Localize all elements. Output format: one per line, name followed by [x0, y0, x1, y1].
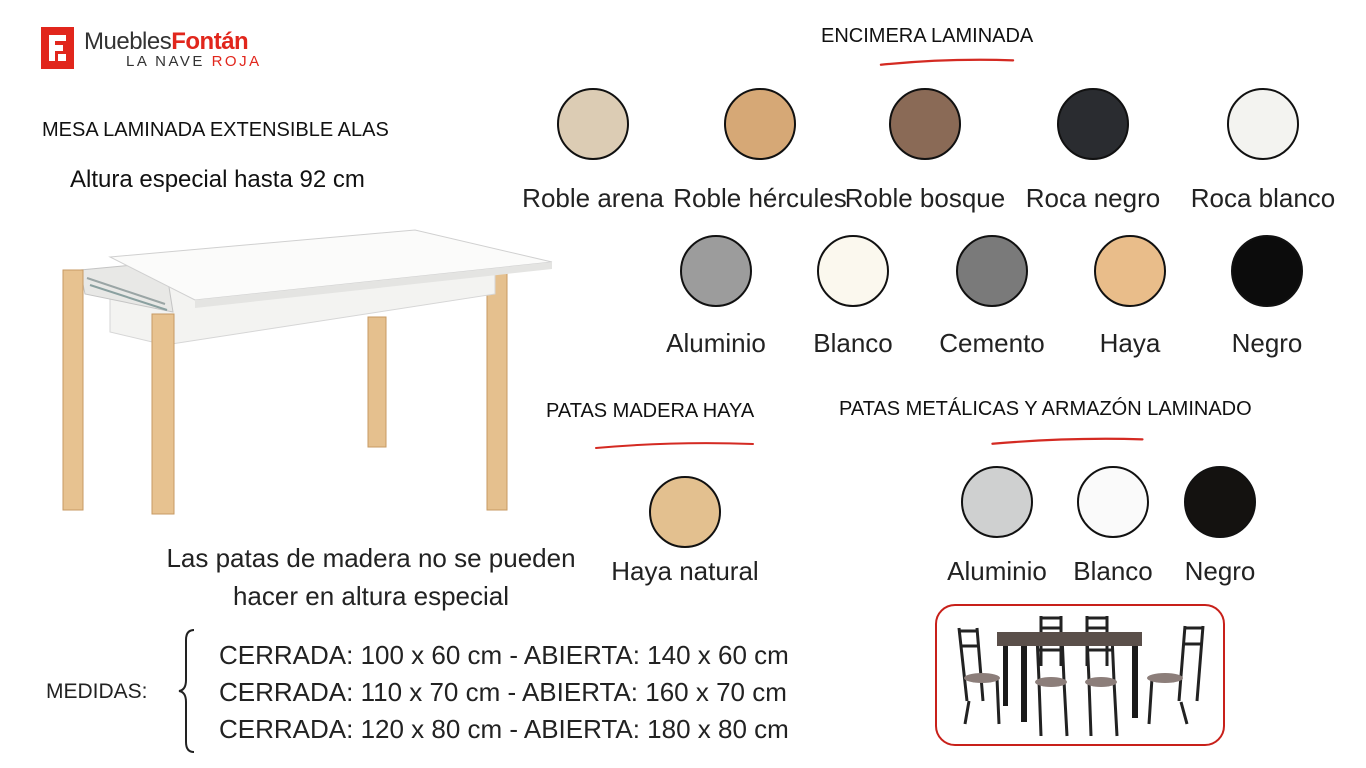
patas-madera-underline	[515, 440, 835, 450]
finish-label: Aluminio	[666, 328, 766, 358]
brand-name: MueblesFontán	[84, 28, 249, 55]
brand-logo-icon	[41, 27, 74, 69]
brand-tagline: LA NAVE ROJA	[126, 53, 262, 70]
finish-label: Blanco	[813, 328, 893, 358]
finish-label: Roca negro	[1025, 183, 1161, 213]
finish-label: Aluminio	[947, 556, 1047, 586]
patas-metalicas-heading: PATAS METÁLICAS Y ARMAZÓN LAMINADO	[839, 398, 1252, 420]
finish-swatch[interactable]	[889, 88, 961, 160]
medidas-label: MEDIDAS:	[46, 680, 148, 703]
product-title: MESA LAMINADA EXTENSIBLE ALAS	[42, 119, 389, 141]
finish-swatch[interactable]	[557, 88, 629, 160]
finish-label: Haya natural	[611, 556, 759, 586]
finish-swatch[interactable]	[1077, 466, 1149, 538]
product-subtitle: Altura especial hasta 92 cm	[70, 166, 365, 193]
medidas-brace	[176, 628, 198, 754]
finish-swatch[interactable]	[817, 235, 889, 307]
medida-row: CERRADA: 120 x 80 cm - ABIERTA: 180 x 80 cm	[219, 714, 789, 744]
dining-set-image	[937, 606, 1223, 744]
wood-legs-note: Las patas de madera no se pueden hacer en altura especial	[166, 543, 576, 611]
finish-swatch[interactable]	[961, 466, 1033, 538]
finish-label: Haya	[1099, 328, 1161, 358]
finish-swatch[interactable]	[1231, 235, 1303, 307]
dining-set-photo-frame	[935, 604, 1225, 746]
finish-swatch[interactable]	[724, 88, 796, 160]
finish-label: Negro	[1184, 556, 1256, 586]
extensible-table-image	[55, 222, 555, 522]
finish-label: Blanco	[1073, 556, 1153, 586]
finish-swatch[interactable]	[1094, 235, 1166, 307]
finish-label: Roca blanco	[1190, 183, 1336, 213]
finish-swatch[interactable]	[680, 235, 752, 307]
finish-label: Cemento	[939, 328, 1045, 358]
finish-label: Negro	[1231, 328, 1303, 358]
medida-row: CERRADA: 100 x 60 cm - ABIERTA: 140 x 60 cm	[219, 640, 789, 670]
encimera-underline	[826, 57, 1068, 67]
finish-swatch[interactable]	[1184, 466, 1256, 538]
finish-label: Roble hércules	[673, 183, 847, 213]
patas-madera-heading: PATAS MADERA HAYA	[546, 400, 755, 422]
finish-swatch[interactable]	[1227, 88, 1299, 160]
finish-swatch[interactable]	[649, 476, 721, 548]
patas-metalicas-underline	[930, 436, 1206, 446]
finish-label: Roble bosque	[844, 183, 1006, 213]
finish-label: Roble arena	[522, 183, 664, 213]
finish-swatch[interactable]	[956, 235, 1028, 307]
encimera-heading: ENCIMERA LAMINADA	[821, 25, 1034, 47]
finish-swatch[interactable]	[1057, 88, 1129, 160]
medida-row: CERRADA: 110 x 70 cm - ABIERTA: 160 x 70 cm	[219, 677, 787, 707]
